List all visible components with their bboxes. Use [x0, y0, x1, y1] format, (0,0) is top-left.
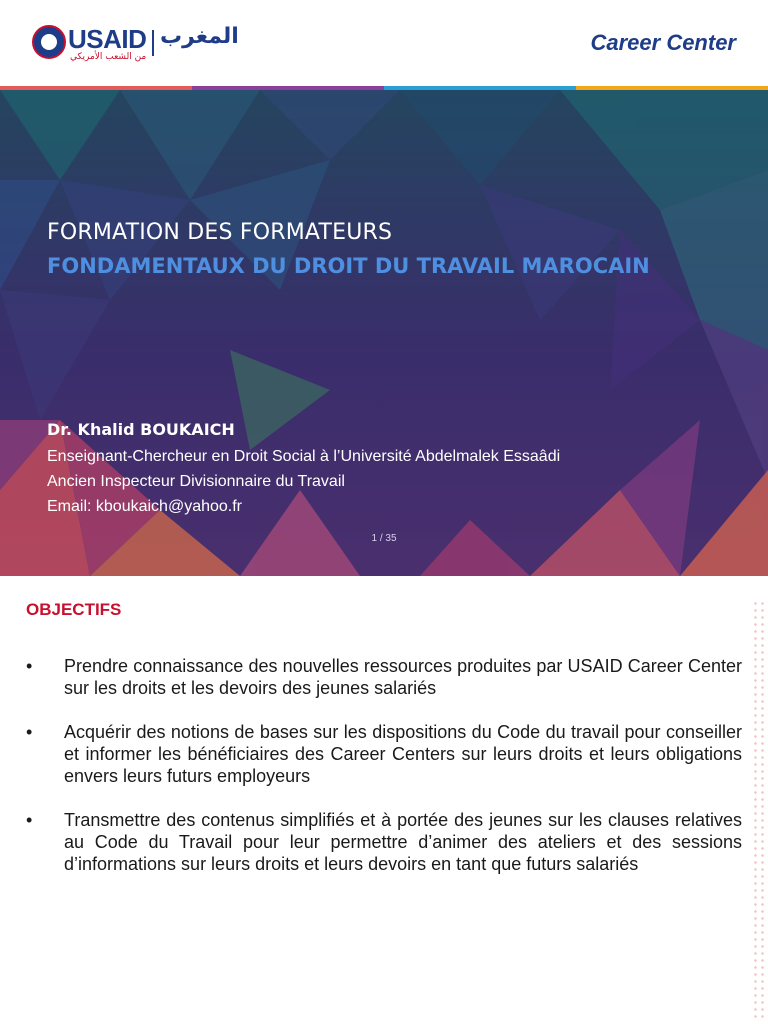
list-item	[26, 655, 742, 699]
author-name: Dr. Khalid BOUKAICH	[47, 420, 235, 439]
objective-text: Acquérir des notions de bases sur les dispositions du Code du travail pour conseiller et informer les bénéficiaires des Career Centers sur leurs droits et leurs obligations envers leurs futurs employeurs	[64, 722, 742, 786]
bullet-icon: •	[26, 810, 33, 830]
author-affiliation: Enseignant-Chercheur en Droit Social à l’Université Abdelmalek Essaâdi	[47, 448, 561, 465]
usaid-seal-icon	[32, 25, 66, 59]
slide-title: FONDAMENTAUX DU DROIT DU TRAVAIL MAROCAIN	[47, 254, 650, 278]
objectives-list	[26, 655, 742, 897]
logo-divider	[152, 30, 154, 56]
pre-title: FORMATION DES FORMATEURS	[47, 220, 393, 245]
author-email: Email: kboukaich@yahoo.fr	[47, 498, 242, 515]
logo-tagline: من الشعب الأمريكي	[70, 52, 147, 62]
career-center-brand: Career Center	[590, 30, 736, 55]
bullet-icon: •	[26, 722, 33, 742]
list-item	[26, 809, 742, 875]
slide-header	[0, 0, 768, 88]
objective-text: Prendre connaissance des nouvelles ressources produites par USAID Career Center sur les droits et les devoirs des jeunes salariés	[64, 656, 742, 698]
objectives-title: OBJECTIFS	[26, 600, 122, 619]
author-former-role: Ancien Inspecteur Divisionnaire du Travail	[47, 473, 345, 490]
title-slide-hero	[0, 90, 768, 576]
usaid-logo-text: USAID	[68, 24, 147, 54]
dotted-decoration	[752, 600, 766, 1020]
logo-arabic-text: المغرب	[160, 24, 239, 49]
list-item	[26, 721, 742, 787]
bullet-icon: •	[26, 656, 33, 676]
objective-text: Transmettre des contenus simplifiés et à portée des jeunes sur les clauses relatives au Code du Travail pour leur permettre d’animer des ateliers et des sessions d’informations sur leurs droits et leurs devoirs en tant que futurs salariés	[64, 810, 742, 874]
page-counter: 1 / 35	[371, 533, 397, 544]
